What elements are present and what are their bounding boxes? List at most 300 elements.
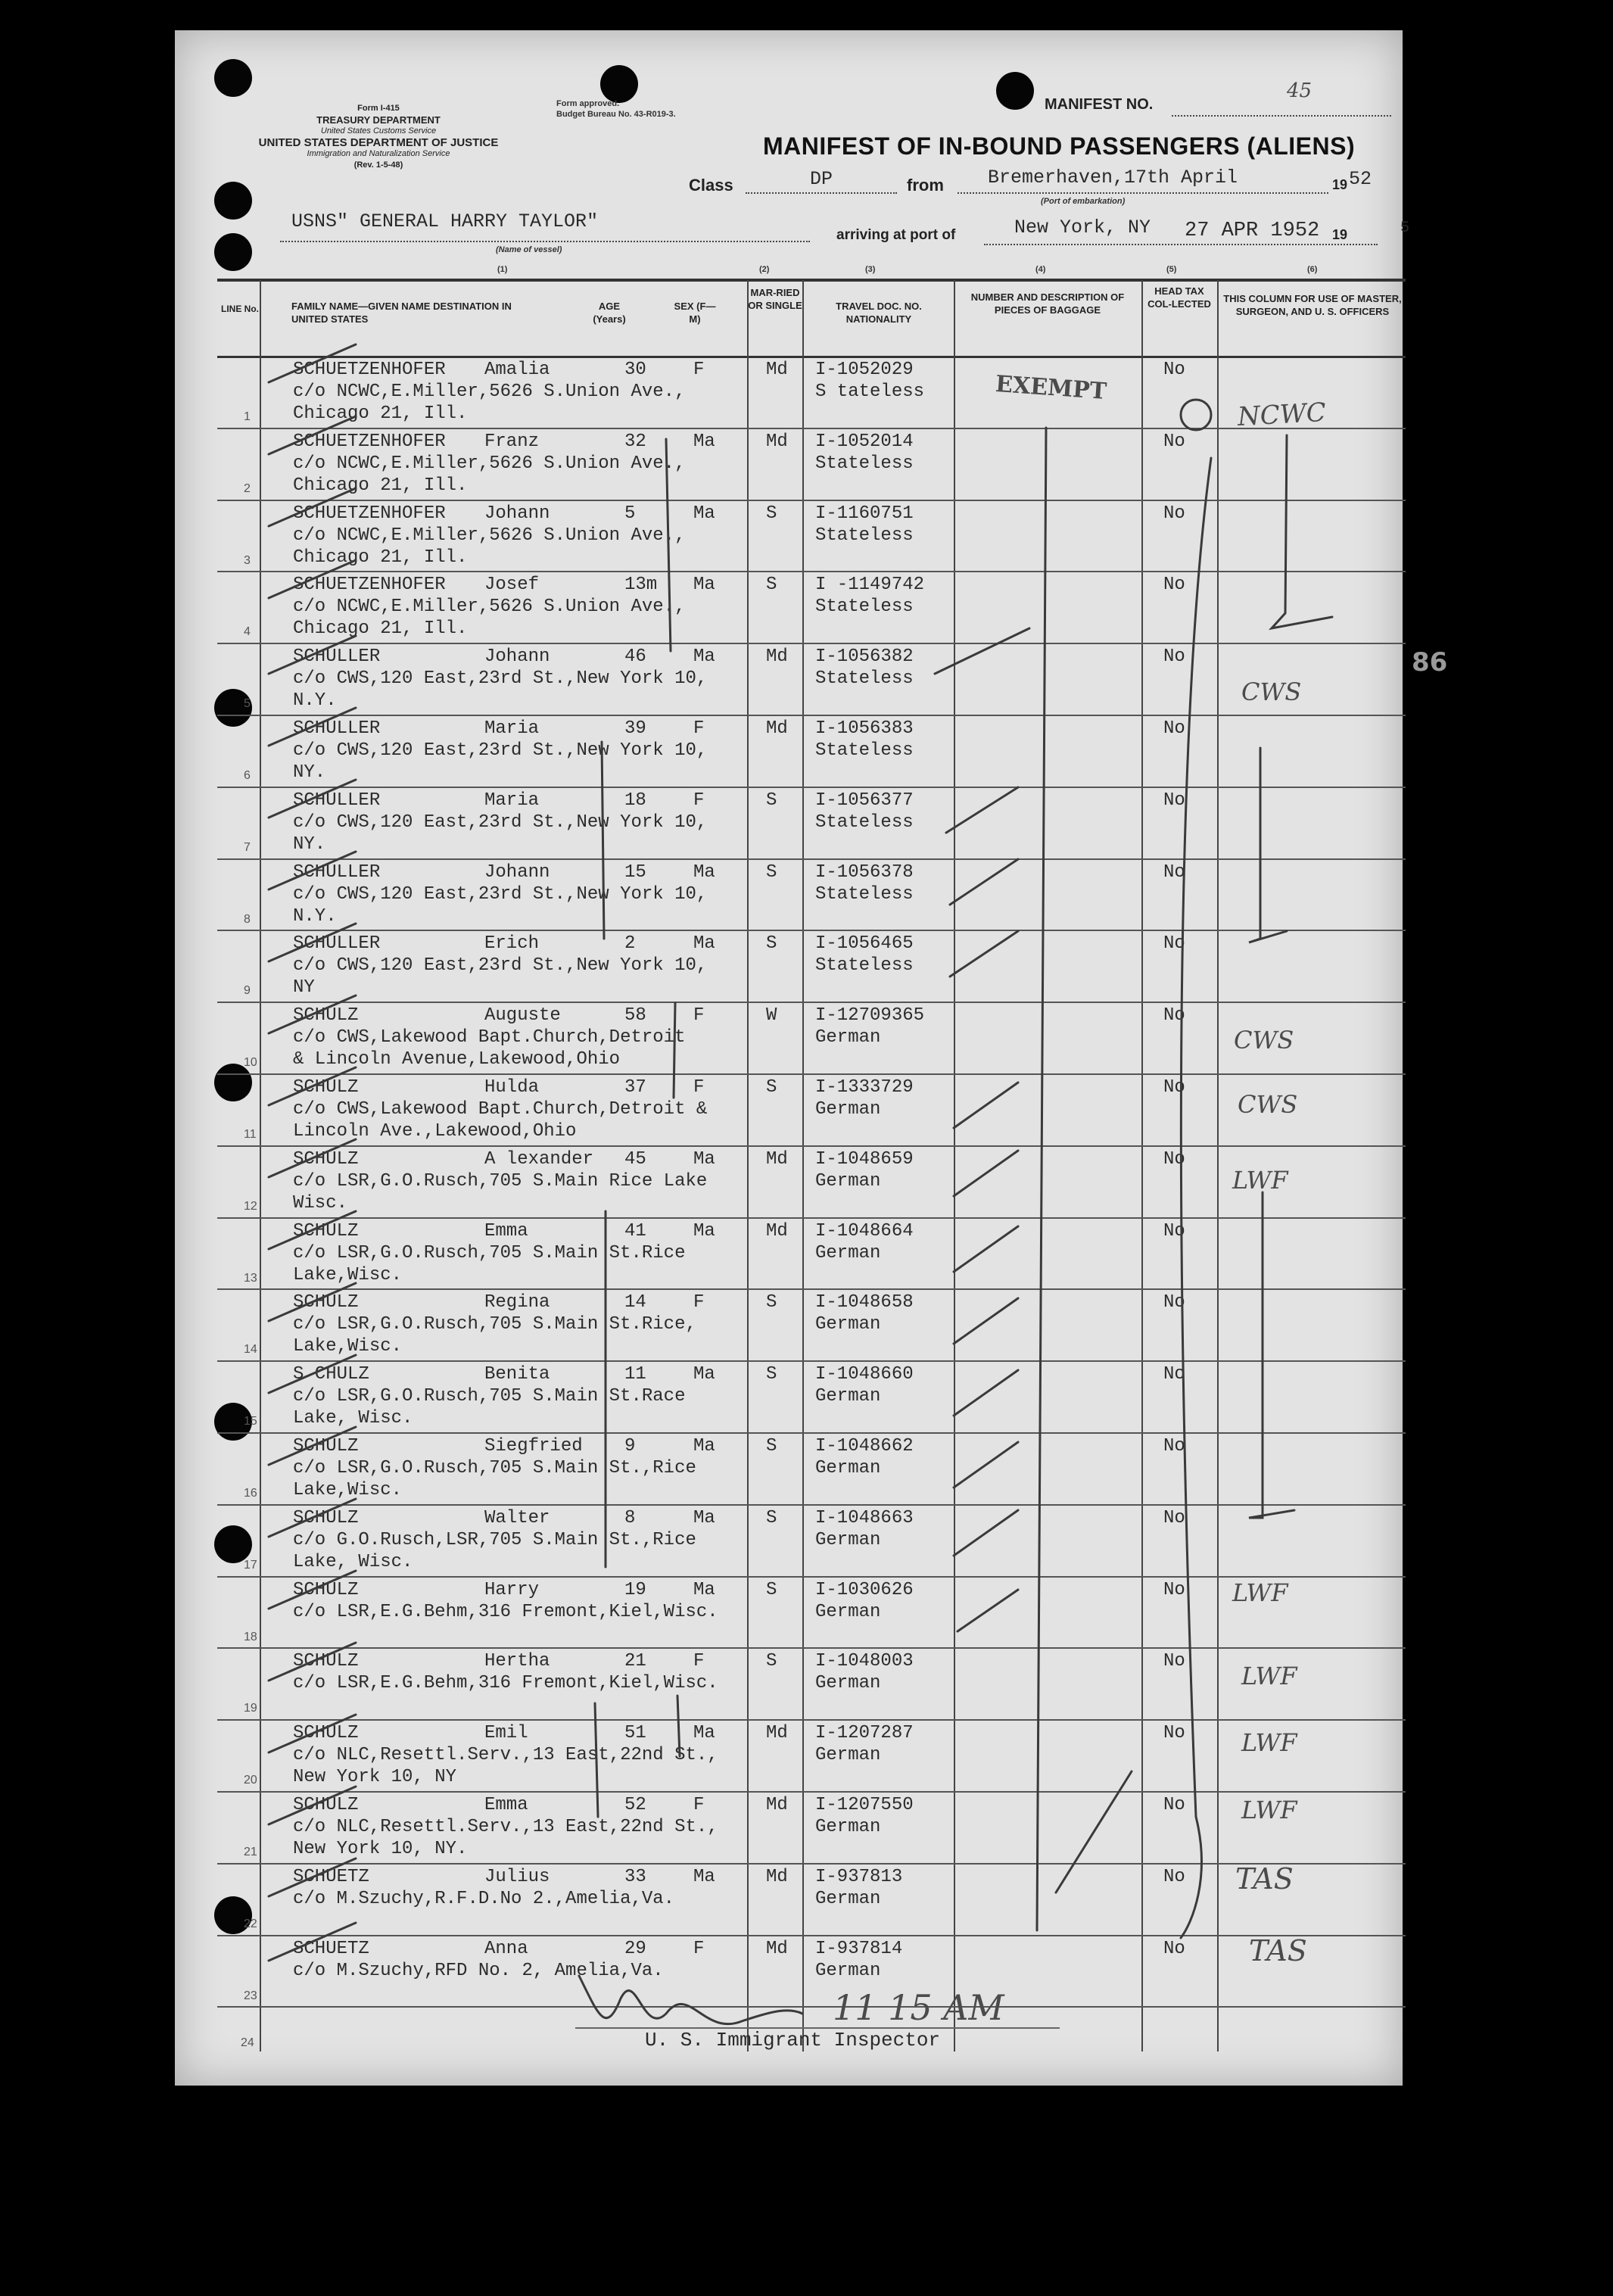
passenger-travel-doc: I-1048663: [815, 1507, 914, 1528]
passenger-age: 39: [624, 718, 646, 739]
head-tax-value: No: [1163, 933, 1185, 955]
col-header-baggage: NUMBER AND DESCRIPTION OF PIECES OF BAGGAGE: [970, 291, 1125, 316]
col-num-2: (2): [759, 265, 770, 274]
passenger-destination-line2: & Lincoln Avenue,Lakewood,Ohio: [293, 1049, 621, 1070]
head-tax-value: No: [1163, 1938, 1185, 1959]
head-tax-value: No: [1163, 861, 1185, 883]
arriving-label: arriving at port of: [836, 227, 956, 243]
passenger-destination-line1: c/o G.O.Rusch,LSR,705 S.Main St.,Rice: [293, 1529, 696, 1550]
passenger-given-name: Walter: [484, 1507, 550, 1528]
head-tax-value: No: [1163, 1292, 1185, 1313]
passenger-nationality: Stateless: [815, 955, 914, 977]
passenger-age: 21: [624, 1651, 646, 1672]
line-number: 20: [244, 1774, 257, 1787]
passenger-destination-line1: c/o CWS,120 East,23rd St.,New York 10,: [293, 883, 708, 905]
passenger-nationality: Stateless: [815, 668, 914, 690]
passenger-sex: F: [693, 790, 705, 811]
passenger-age: 11: [624, 1364, 646, 1385]
head-tax-value: No: [1163, 1866, 1185, 1887]
passenger-travel-doc: I-1048659: [815, 1148, 914, 1170]
passenger-given-name: Siegfried: [484, 1436, 583, 1456]
passenger-sex: Ma: [693, 933, 715, 955]
inspection-time: 11 15 AM: [833, 1987, 1004, 2028]
passenger-surname: SCHULZ: [293, 1723, 359, 1744]
line-number: 13: [244, 1271, 257, 1285]
arrival-year-prefix: 19: [1332, 227, 1348, 242]
head-tax-value: No: [1163, 575, 1185, 596]
passenger-travel-doc: I-1048658: [815, 1292, 914, 1313]
passenger-surname: SCHULLER: [293, 790, 381, 811]
line-number: 2: [244, 481, 251, 495]
passenger-sex: Ma: [693, 1723, 715, 1744]
manifest-no-label: MANIFEST NO.: [1045, 96, 1154, 113]
port-embark-label: (Port of embarkation): [1041, 197, 1126, 206]
passenger-sex: F: [693, 360, 705, 380]
line-number: 7: [244, 840, 251, 854]
line-number: 16: [244, 1487, 257, 1500]
passenger-age: 32: [624, 431, 646, 452]
officer-note-tas: TAS: [1249, 1934, 1307, 1967]
passenger-nationality: Stateless: [815, 453, 914, 474]
passenger-travel-doc: I-1207287: [815, 1723, 914, 1744]
passenger-destination-line2: NY.: [293, 762, 326, 783]
passenger-destination-line1: c/o NCWC,E.Miller,5626 S.Union Ave.,: [293, 382, 686, 402]
officer-note-lwf: LWF: [1241, 1796, 1297, 1824]
passenger-age: 41: [624, 1220, 646, 1241]
passenger-travel-doc: I-1052029: [815, 360, 914, 380]
passenger-sex: Ma: [693, 1579, 715, 1600]
passenger-sex: F: [693, 1005, 705, 1027]
passenger-travel-doc: I-1048662: [815, 1436, 914, 1456]
line-number: 8: [244, 912, 251, 926]
passenger-destination-line1: c/o LSR,E.G.Behm,316 Fremont,Kiel,Wisc.: [293, 1673, 718, 1694]
passenger-nationality: German: [815, 1099, 881, 1120]
line-number: 5: [244, 697, 251, 711]
revision: (Rev. 1-5-48): [353, 160, 403, 170]
passenger-travel-doc: I-1030626: [815, 1579, 914, 1600]
bracket-arrow: [1249, 1192, 1294, 1518]
passenger-given-name: Josef: [484, 575, 540, 596]
passenger-destination-line2: Chicago 21, Ill.: [293, 475, 468, 496]
passenger-surname: SCHULLER: [293, 933, 381, 955]
passenger-travel-doc: I-937813: [815, 1866, 903, 1887]
from-label: from: [907, 176, 944, 195]
passenger-destination-line1: c/o LSR,G.O.Rusch,705 S.Main St.Race: [293, 1386, 686, 1407]
passenger-travel-doc: I-1333729: [815, 1077, 914, 1098]
passenger-nationality: German: [815, 1170, 881, 1192]
page-title: MANIFEST OF IN-BOUND PASSENGERS (ALIENS): [763, 132, 1356, 160]
passenger-surname: SCHULLER: [293, 646, 381, 668]
passenger-surname: S CHULZ: [293, 1364, 369, 1385]
officer-note-cws: CWS: [1241, 678, 1302, 706]
passenger-surname: SCHUETZ: [293, 1938, 369, 1959]
officer-note-cws: CWS: [1238, 1090, 1298, 1119]
form-number: Form I-415: [357, 104, 400, 113]
col-header-name: FAMILY NAME—GIVEN NAME DESTINATION IN UNITED STATES: [291, 301, 512, 325]
officer-note-lwf: LWF: [1232, 1166, 1288, 1195]
justice-dept: UNITED STATES DEPARTMENT OF JUSTICE: [258, 136, 499, 149]
line-number: 6: [244, 769, 251, 782]
passenger-sex: Ma: [693, 1436, 715, 1456]
passenger-nationality: German: [815, 1960, 881, 1981]
passenger-nationality: German: [815, 1745, 881, 1766]
passenger-nationality: German: [815, 1529, 881, 1550]
passenger-given-name: Emil: [484, 1723, 528, 1744]
passenger-destination-line1: c/o CWS,Lakewood Bapt.Church,Detroit &: [293, 1099, 708, 1120]
head-tax-value: No: [1163, 1795, 1185, 1815]
passenger-sex: F: [693, 1651, 705, 1672]
passenger-sex: Ma: [693, 1866, 715, 1887]
passenger-sex: Ma: [693, 1507, 715, 1528]
passenger-sex: F: [693, 1938, 705, 1959]
class-label: Class: [689, 176, 733, 195]
passenger-travel-doc: I-1056378: [815, 861, 914, 883]
passenger-age: 15: [624, 861, 646, 883]
passenger-surname: SCHULZ: [293, 1005, 359, 1027]
head-tax-pencil-line: [1181, 458, 1211, 1938]
passenger-destination-line1: c/o LSR,G.O.Rusch,705 S.Main St.Rice,: [293, 1314, 696, 1335]
passenger-age: 14: [624, 1292, 646, 1313]
passenger-age: 9: [624, 1436, 636, 1456]
passenger-nationality: S tateless: [815, 382, 925, 402]
passenger-destination-line2: Chicago 21, Ill.: [293, 618, 468, 640]
passenger-nationality: Stateless: [815, 740, 914, 761]
head-tax-value: No: [1163, 718, 1185, 739]
passenger-given-name: Harry: [484, 1579, 540, 1600]
passenger-marital-status: Md: [766, 1938, 788, 1959]
passenger-given-name: Emma: [484, 1220, 528, 1241]
passenger-marital-status: Md: [766, 646, 788, 668]
bracket-arrow: [1249, 748, 1287, 942]
head-tax-value: No: [1163, 431, 1185, 452]
passenger-travel-doc: I-1048660: [815, 1364, 914, 1385]
arrival-year-suffix: 5: [1400, 220, 1410, 237]
passenger-destination-line2: N.Y.: [293, 690, 337, 712]
passenger-destination-line1: c/o NCWC,E.Miller,5626 S.Union Ave.,: [293, 525, 686, 546]
passenger-nationality: German: [815, 1027, 881, 1048]
vessel-value: USNS" GENERAL HARRY TAYLOR": [291, 210, 599, 232]
passenger-destination-line2: Wisc.: [293, 1192, 348, 1213]
passenger-marital-status: Md: [766, 1148, 788, 1170]
passenger-marital-status: Md: [766, 1866, 788, 1887]
line-number: 4: [244, 625, 251, 639]
head-tax-value: No: [1163, 1077, 1185, 1098]
passenger-destination-line1: c/o LSR,G.O.Rusch,705 S.Main St.,Rice: [293, 1458, 696, 1478]
line-number: 19: [244, 1702, 257, 1715]
head-tax-value: No: [1163, 360, 1185, 380]
passenger-destination-line1: c/o LSR,G.O.Rusch,705 S.Main Rice Lake: [293, 1170, 708, 1192]
passenger-given-name: Auguste: [484, 1005, 561, 1027]
passenger-destination-line1: c/o NLC,Resettl.Serv.,13 East,22nd St.,: [293, 1745, 718, 1766]
passenger-marital-status: S: [766, 503, 777, 524]
passenger-marital-status: S: [766, 790, 777, 811]
col-header-sex: SEX (F—M): [674, 301, 716, 325]
passenger-travel-doc: I-1052014: [815, 431, 914, 452]
passenger-sex: F: [693, 1795, 705, 1815]
col-header-married: MAR-RIED OR SINGLE: [748, 287, 802, 311]
passenger-given-name: Regina: [484, 1292, 550, 1313]
head-tax-value: No: [1163, 646, 1185, 668]
passenger-nationality: German: [815, 1888, 881, 1909]
col-header-head-tax: HEAD TAX COL-LECTED: [1147, 285, 1211, 310]
passenger-travel-doc: I-1207550: [815, 1795, 914, 1815]
passenger-destination-line1: c/o NCWC,E.Miller,5626 S.Union Ave.,: [293, 453, 686, 474]
passenger-age: 46: [624, 646, 646, 668]
col-num-5: (5): [1166, 265, 1177, 274]
passenger-nationality: Stateless: [815, 597, 914, 618]
passenger-travel-doc: I-12709365: [815, 1005, 925, 1027]
passenger-surname: SCHULZ: [293, 1651, 359, 1672]
passenger-surname: SCHUETZENHOFER: [293, 575, 446, 596]
passenger-destination-line1: c/o LSR,G.O.Rusch,705 S.Main St.Rice: [293, 1242, 686, 1263]
passenger-marital-status: Md: [766, 718, 788, 739]
line-number-24: 24: [241, 2036, 254, 2049]
passenger-travel-doc: I-1056383: [815, 718, 914, 739]
line-number: 21: [244, 1846, 257, 1858]
passenger-marital-status: S: [766, 1292, 777, 1313]
col-num-6: (6): [1307, 265, 1318, 274]
manifest-no-value: 45: [1287, 79, 1313, 102]
inspector-label: U. S. Immigrant Inspector: [645, 2029, 941, 2051]
passenger-surname: SCHULZ: [293, 1220, 359, 1241]
passenger-surname: SCHULZ: [293, 1292, 359, 1313]
passenger-age: 13m: [624, 575, 658, 596]
passenger-given-name: Franz: [484, 431, 540, 452]
passenger-given-name: Erich: [484, 933, 540, 955]
passenger-sex: Ma: [693, 503, 715, 524]
passenger-destination-line1: c/o M.Szuchy,R.F.D.No 2.,Amelia,Va.: [293, 1888, 675, 1909]
bracket-arrow: [1272, 435, 1332, 628]
head-tax-value: No: [1163, 1005, 1185, 1027]
passenger-surname: SCHULLER: [293, 861, 381, 883]
head-tax-value: No: [1163, 503, 1185, 524]
line-number: 1: [244, 410, 251, 423]
passenger-travel-doc: I-937814: [815, 1938, 903, 1959]
ins-service: Immigration and Naturalization Service: [307, 149, 450, 158]
passenger-marital-status: Md: [766, 360, 788, 380]
passenger-sex: Ma: [693, 1364, 715, 1385]
passenger-destination-line2: N.Y.: [293, 905, 337, 927]
passenger-age: 30: [624, 360, 646, 380]
passenger-given-name: Maria: [484, 718, 540, 739]
passenger-surname: SCHUETZENHOFER: [293, 431, 446, 452]
passenger-marital-status: S: [766, 933, 777, 955]
passenger-given-name: Anna: [484, 1938, 528, 1959]
head-tax-value: No: [1163, 790, 1185, 811]
head-tax-value: No: [1163, 1507, 1185, 1528]
passenger-age: 29: [624, 1938, 646, 1959]
passenger-sex: Ma: [693, 431, 715, 452]
passenger-travel-doc: I-1056465: [815, 933, 914, 955]
passenger-age: 37: [624, 1077, 646, 1098]
side-number: 86: [1412, 647, 1448, 678]
passenger-marital-status: S: [766, 1651, 777, 1672]
passenger-destination-line2: New York 10, NY: [293, 1767, 457, 1788]
passenger-destination-line2: Lincoln Ave.,Lakewood,Ohio: [293, 1121, 577, 1142]
passenger-surname: SCHULZ: [293, 1795, 359, 1815]
passenger-nationality: German: [815, 1601, 881, 1622]
officer-note-tas: TAS: [1235, 1862, 1294, 1896]
passenger-destination-line1: c/o CWS,120 East,23rd St.,New York 10,: [293, 812, 708, 833]
exempt-stamp: EXEMPT: [994, 370, 1108, 406]
passenger-marital-status: Md: [766, 1723, 788, 1744]
passenger-sex: Ma: [693, 1220, 715, 1241]
passenger-given-name: Johann: [484, 861, 550, 883]
line-number: 10: [244, 1056, 257, 1070]
col-num-1: (1): [497, 265, 508, 274]
passenger-given-name: Benita: [484, 1364, 550, 1385]
passenger-destination-line2: Chicago 21, Ill.: [293, 403, 468, 424]
passenger-age: 52: [624, 1795, 646, 1815]
line-number: 3: [244, 553, 251, 567]
passenger-destination-line1: c/o LSR,E.G.Behm,316 Fremont,Kiel,Wisc.: [293, 1601, 718, 1622]
passenger-nationality: German: [815, 1386, 881, 1407]
from-year-prefix: 19: [1332, 177, 1348, 192]
passenger-destination-line1: c/o CWS,120 East,23rd St.,New York 10,: [293, 668, 708, 690]
head-tax-value: No: [1163, 1651, 1185, 1672]
col-num-4: (4): [1035, 265, 1046, 274]
passenger-surname: SCHULZ: [293, 1436, 359, 1456]
passenger-marital-status: W: [766, 1005, 777, 1027]
passenger-age: 58: [624, 1005, 646, 1027]
col-header-officers: THIS COLUMN FOR USE OF MASTER, SURGEON, AND U. S. OFFICERS: [1223, 293, 1402, 317]
passenger-destination-line1: c/o NLC,Resettl.Serv.,13 East,22nd St.,: [293, 1817, 718, 1837]
passenger-destination-line1: c/o CWS,Lakewood Bapt.Church,Detroit: [293, 1027, 686, 1048]
class-value: DP: [810, 168, 833, 190]
passenger-age: 5: [624, 503, 636, 524]
head-tax-value: No: [1163, 1364, 1185, 1385]
passenger-nationality: German: [815, 1314, 881, 1335]
passenger-nationality: Stateless: [815, 525, 914, 546]
officer-note-ncwc: NCWC: [1237, 397, 1327, 433]
officer-note-lwf: LWF: [1241, 1662, 1297, 1690]
officer-note-cws: CWS: [1234, 1026, 1294, 1055]
passenger-travel-doc: I -1149742: [815, 575, 925, 596]
passenger-given-name: Maria: [484, 790, 540, 811]
passenger-nationality: Stateless: [815, 812, 914, 833]
passenger-sex: F: [693, 1292, 705, 1313]
passenger-age: 33: [624, 1866, 646, 1887]
from-year: 52: [1349, 168, 1372, 190]
passenger-sex: Ma: [693, 575, 715, 596]
passenger-given-name: Julius: [484, 1866, 550, 1887]
passenger-surname: SCHULZ: [293, 1507, 359, 1528]
passenger-sex: Ma: [693, 861, 715, 883]
passenger-nationality: German: [815, 1242, 881, 1263]
officer-note-lwf: LWF: [1241, 1728, 1297, 1757]
vessel-label: (Name of vessel): [496, 245, 562, 254]
passenger-marital-status: S: [766, 1077, 777, 1098]
passenger-sex: Ma: [693, 646, 715, 668]
passenger-marital-status: S: [766, 1579, 777, 1600]
line-number: 14: [244, 1343, 257, 1357]
passenger-marital-status: Md: [766, 1220, 788, 1241]
line-number: 15: [244, 1415, 257, 1428]
passenger-surname: SCHULZ: [293, 1077, 359, 1098]
passenger-given-name: Johann: [484, 503, 550, 524]
passenger-destination-line2: Lake,Wisc.: [293, 1480, 403, 1500]
passenger-destination-line1: c/o NCWC,E.Miller,5626 S.Union Ave.,: [293, 597, 686, 618]
line-number: 18: [244, 1630, 257, 1643]
passenger-marital-status: Md: [766, 431, 788, 452]
passenger-given-name: Johann: [484, 646, 550, 668]
passenger-travel-doc: I-1048664: [815, 1220, 914, 1241]
passenger-surname: SCHULZ: [293, 1148, 359, 1170]
passenger-destination-line2: Lake,Wisc.: [293, 1264, 403, 1285]
line-number: 23: [244, 1989, 257, 2002]
passenger-marital-status: S: [766, 575, 777, 596]
passenger-surname: SCHUETZ: [293, 1866, 369, 1887]
passenger-travel-doc: I-1056382: [815, 646, 914, 668]
passenger-given-name: Hulda: [484, 1077, 540, 1098]
baggage-pencil-line: [1037, 428, 1046, 1930]
passenger-destination-line2: Lake, Wisc.: [293, 1551, 413, 1572]
col-header-travel-doc: TRAVEL DOC. NO. NATIONALITY: [836, 301, 922, 325]
passenger-destination-line1: c/o M.Szuchy,RFD No. 2, Amelia,Va.: [293, 1960, 664, 1981]
passenger-age: 8: [624, 1507, 636, 1528]
passenger-surname: SCHULZ: [293, 1579, 359, 1600]
passenger-sex: F: [693, 718, 705, 739]
head-tax-value: No: [1163, 1436, 1185, 1456]
passenger-given-name: Hertha: [484, 1651, 550, 1672]
passenger-marital-status: S: [766, 1507, 777, 1528]
passenger-destination-line2: NY: [293, 977, 315, 998]
line-number: 9: [244, 984, 251, 998]
passenger-travel-doc: I-1160751: [815, 503, 914, 524]
line-number: 12: [244, 1199, 257, 1213]
arriving-value: New York, NY: [1014, 217, 1151, 238]
passenger-age: 18: [624, 790, 646, 811]
officer-note-lwf: LWF: [1232, 1578, 1288, 1607]
passenger-destination-line1: c/o CWS,120 East,23rd St.,New York 10,: [293, 955, 708, 977]
passenger-age: 2: [624, 933, 636, 955]
head-tax-value: No: [1163, 1148, 1185, 1170]
head-tax-value: No: [1163, 1579, 1185, 1600]
passenger-given-name: Amalia: [484, 360, 550, 380]
passenger-travel-doc: I-1056377: [815, 790, 914, 811]
passenger-destination-line2: Lake, Wisc.: [293, 1408, 413, 1429]
passenger-age: 51: [624, 1723, 646, 1744]
passenger-marital-status: S: [766, 1436, 777, 1456]
passenger-destination-line2: Chicago 21, Ill.: [293, 547, 468, 568]
passenger-destination-line1: c/o CWS,120 East,23rd St.,New York 10,: [293, 740, 708, 761]
col-num-3: (3): [865, 265, 876, 274]
treasury-dept: TREASURY DEPARTMENT: [316, 114, 441, 126]
customs-service: United States Customs Service: [320, 126, 437, 136]
line-number: 22: [244, 1917, 257, 1930]
arrival-stamp: 27 APR 1952: [1185, 220, 1320, 242]
passenger-surname: SCHULLER: [293, 718, 381, 739]
col-header-age: AGE (Years): [593, 301, 626, 325]
passenger-nationality: German: [815, 1817, 881, 1837]
passenger-age: 45: [624, 1148, 646, 1170]
passenger-nationality: German: [815, 1458, 881, 1478]
head-tax-value: No: [1163, 1220, 1185, 1241]
passenger-surname: SCHUETZENHOFER: [293, 503, 446, 524]
passenger-nationality: German: [815, 1673, 881, 1694]
passenger-surname: SCHUETZENHOFER: [293, 360, 446, 380]
approval-line-1: Form approved.: [556, 99, 620, 108]
passenger-destination-line2: New York 10, NY.: [293, 1839, 468, 1859]
passenger-given-name: A lexander: [484, 1148, 594, 1170]
from-value: Bremerhaven,17th April: [988, 167, 1238, 188]
passenger-destination-line2: Lake,Wisc.: [293, 1336, 403, 1357]
passenger-age: 19: [624, 1579, 646, 1600]
approval-line-2: Budget Bureau No. 43-R019-3.: [556, 110, 676, 119]
passenger-marital-status: S: [766, 861, 777, 883]
passenger-destination-line2: NY.: [293, 833, 326, 855]
passenger-nationality: Stateless: [815, 883, 914, 905]
